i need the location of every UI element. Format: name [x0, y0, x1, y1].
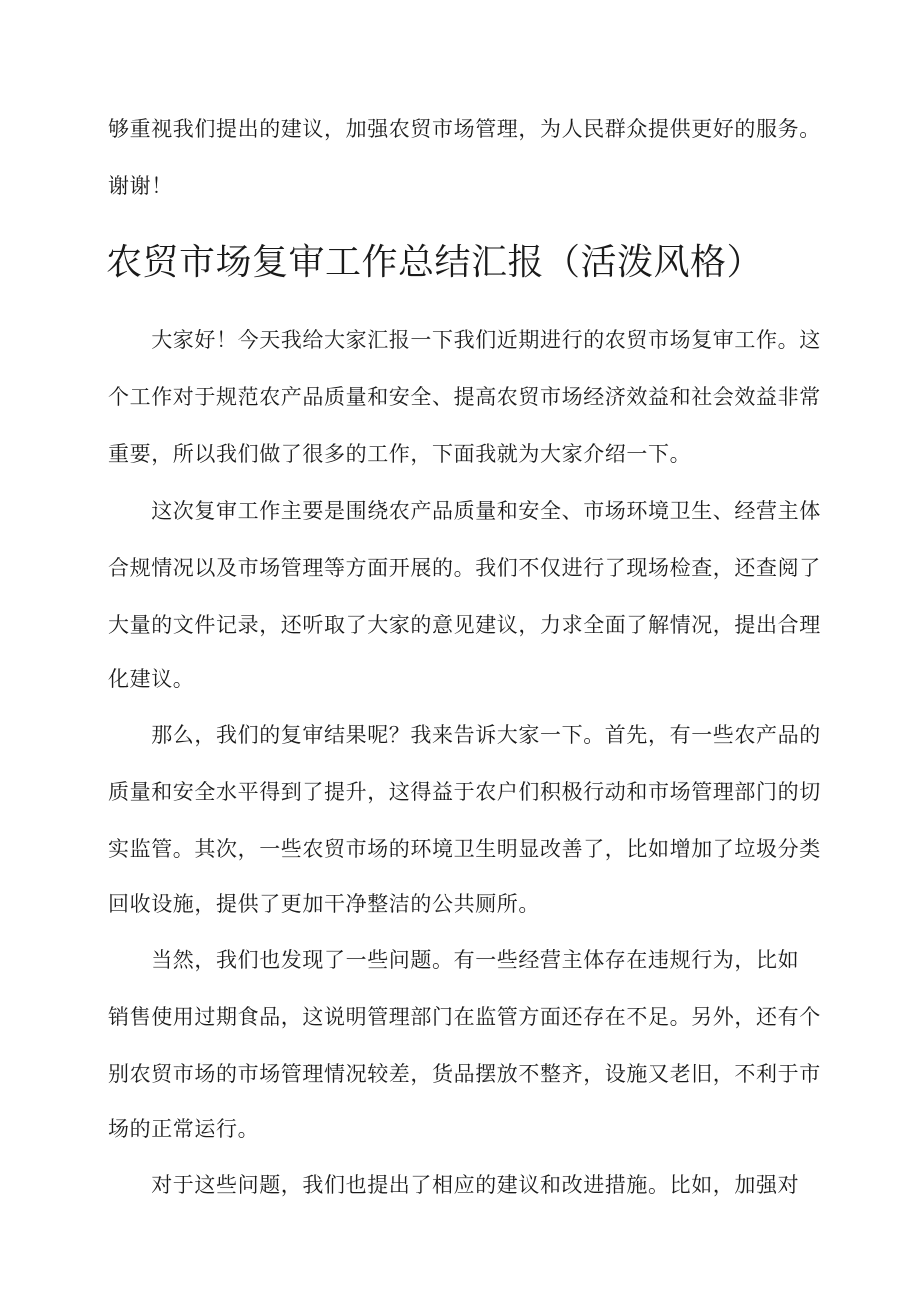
- body-line: 大量的文件记录，还听取了大家的意见建议，力求全面了解情况，提出合理: [108, 613, 821, 637]
- body-line: 别农贸市场的市场管理情况较差，货品摆放不整齐，设施又老旧，不利于市: [108, 1062, 821, 1086]
- intro-line-2: 谢谢！: [108, 174, 173, 198]
- body-line: 化建议。: [108, 667, 195, 691]
- body-line: 场的正常运行。: [108, 1117, 260, 1141]
- document-title: 农贸市场复审工作总结汇报（活泼风格）: [106, 242, 764, 283]
- body-line: 销售使用过期食品，这说明管理部门在监管方面还存在不足。另外，还有个: [108, 1005, 821, 1029]
- body-line: 合规情况以及市场管理等方面开展的。我们不仅进行了现场检查，还查阅了: [108, 556, 821, 580]
- body-line: 质量和安全水平得到了提升，这得益于农户们积极行动和市场管理部门的切: [108, 780, 821, 804]
- body-line: 回收设施，提供了更加干净整洁的公共厕所。: [108, 892, 540, 916]
- body-line: 个工作对于规范农产品质量和安全、提高农贸市场经济效益和社会效益非常: [108, 385, 821, 409]
- body-line: 对于这些问题，我们也提出了相应的建议和改进措施。比如，加强对: [108, 1173, 800, 1197]
- intro-line-1: 够重视我们提出的建议，加强农贸市场管理，为人民群众提供更好的服务。: [108, 117, 821, 141]
- body-line: 实监管。其次，一些农贸市场的环境卫生明显改善了，比如增加了垃圾分类: [108, 837, 821, 861]
- body-line: 当然，我们也发现了一些问题。有一些经营主体存在违规行为，比如: [108, 948, 800, 972]
- body-line: 大家好！今天我给大家汇报一下我们近期进行的农贸市场复审工作。这: [108, 328, 821, 352]
- body-line: 那么，我们的复审结果呢？我来告诉大家一下。首先，有一些农产品的: [108, 723, 821, 747]
- body-line: 这次复审工作主要是围绕农产品质量和安全、市场环境卫生、经营主体: [108, 499, 821, 523]
- body-line: 重要，所以我们做了很多的工作，下面我就为大家介绍一下。: [108, 442, 692, 466]
